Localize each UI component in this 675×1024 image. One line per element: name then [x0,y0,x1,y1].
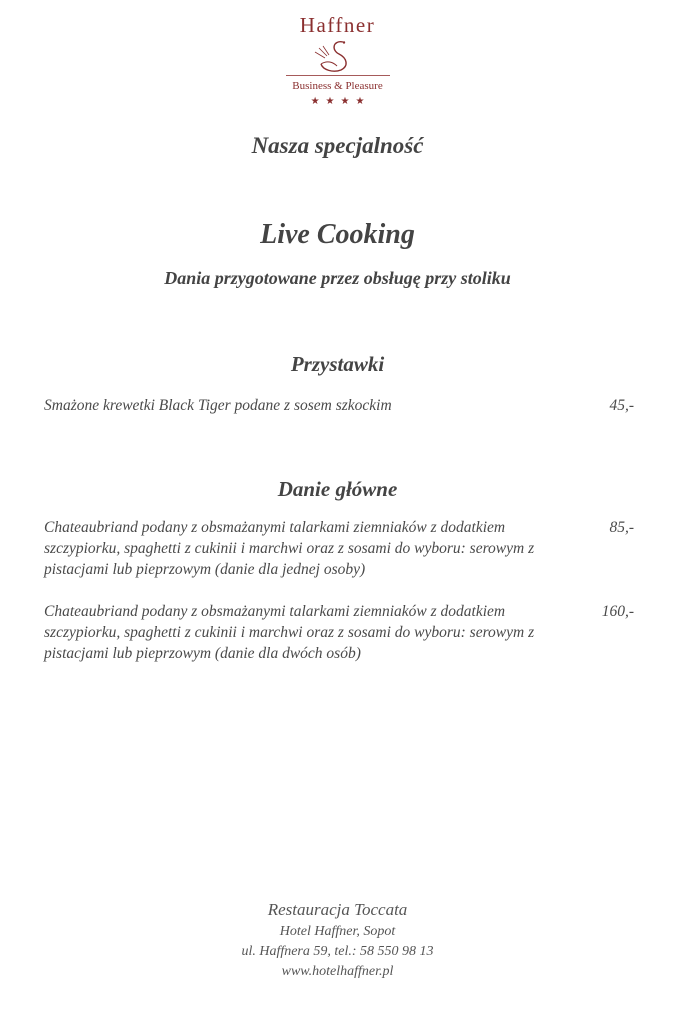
hotel-logo [0,12,675,109]
menu-item [44,395,634,416]
menu-item-price: 160,- [601,603,634,620]
specialty-heading: Nasza specjalność [251,133,424,158]
logo-divider [286,75,390,76]
menu-item-description: Chateaubriand podany z obsmażanymi talarkami ziemniaków z dodatkiem szczypiorku, spaghetti z cukinii i marchwi oraz z sosami do wyboru: serowym z pistacjami lub pieprzowym (danie dla dwóch osób) [44,603,535,662]
mains-heading: Danie główne [277,477,398,501]
menu-item-description: Chateaubriand podany z obsmażanymi talarkami ziemniaków z dodatkiem szczypiorku, spaghetti z cukinii i marchwi oraz z sosami do wyboru: serowym z pistacjami lub pieprzowym (danie dla jednej osoby) [44,519,535,578]
address: ul. Haffnera 59, tel.: 58 550 98 13 [241,944,434,959]
website-link[interactable]: www.hotelhaffner.pl [281,964,394,979]
menu-item-description: Smażone krewetki Black Tiger podane z sosem szkockim [44,397,392,414]
page-title: Live Cooking [260,219,415,250]
logo-name: Haffner [299,13,376,37]
restaurant-name: Restauracja Toccata [267,900,408,919]
menu-item-price: 45,- [609,397,634,414]
star-rating-icon: ★★★★ [310,96,371,107]
hotel-name: Hotel Haffner, Sopot [279,924,396,939]
swan-icon [303,38,373,74]
starters-heading: Przystawki [290,352,385,376]
menu-item-price: 85,- [609,519,634,536]
menu-item [44,517,634,580]
page-subtitle: Dania przygotowane przez obsługę przy stoliku [164,268,511,288]
logo-tagline: Business & Pleasure [292,80,383,92]
menu-item [44,601,634,664]
footer [0,898,675,982]
